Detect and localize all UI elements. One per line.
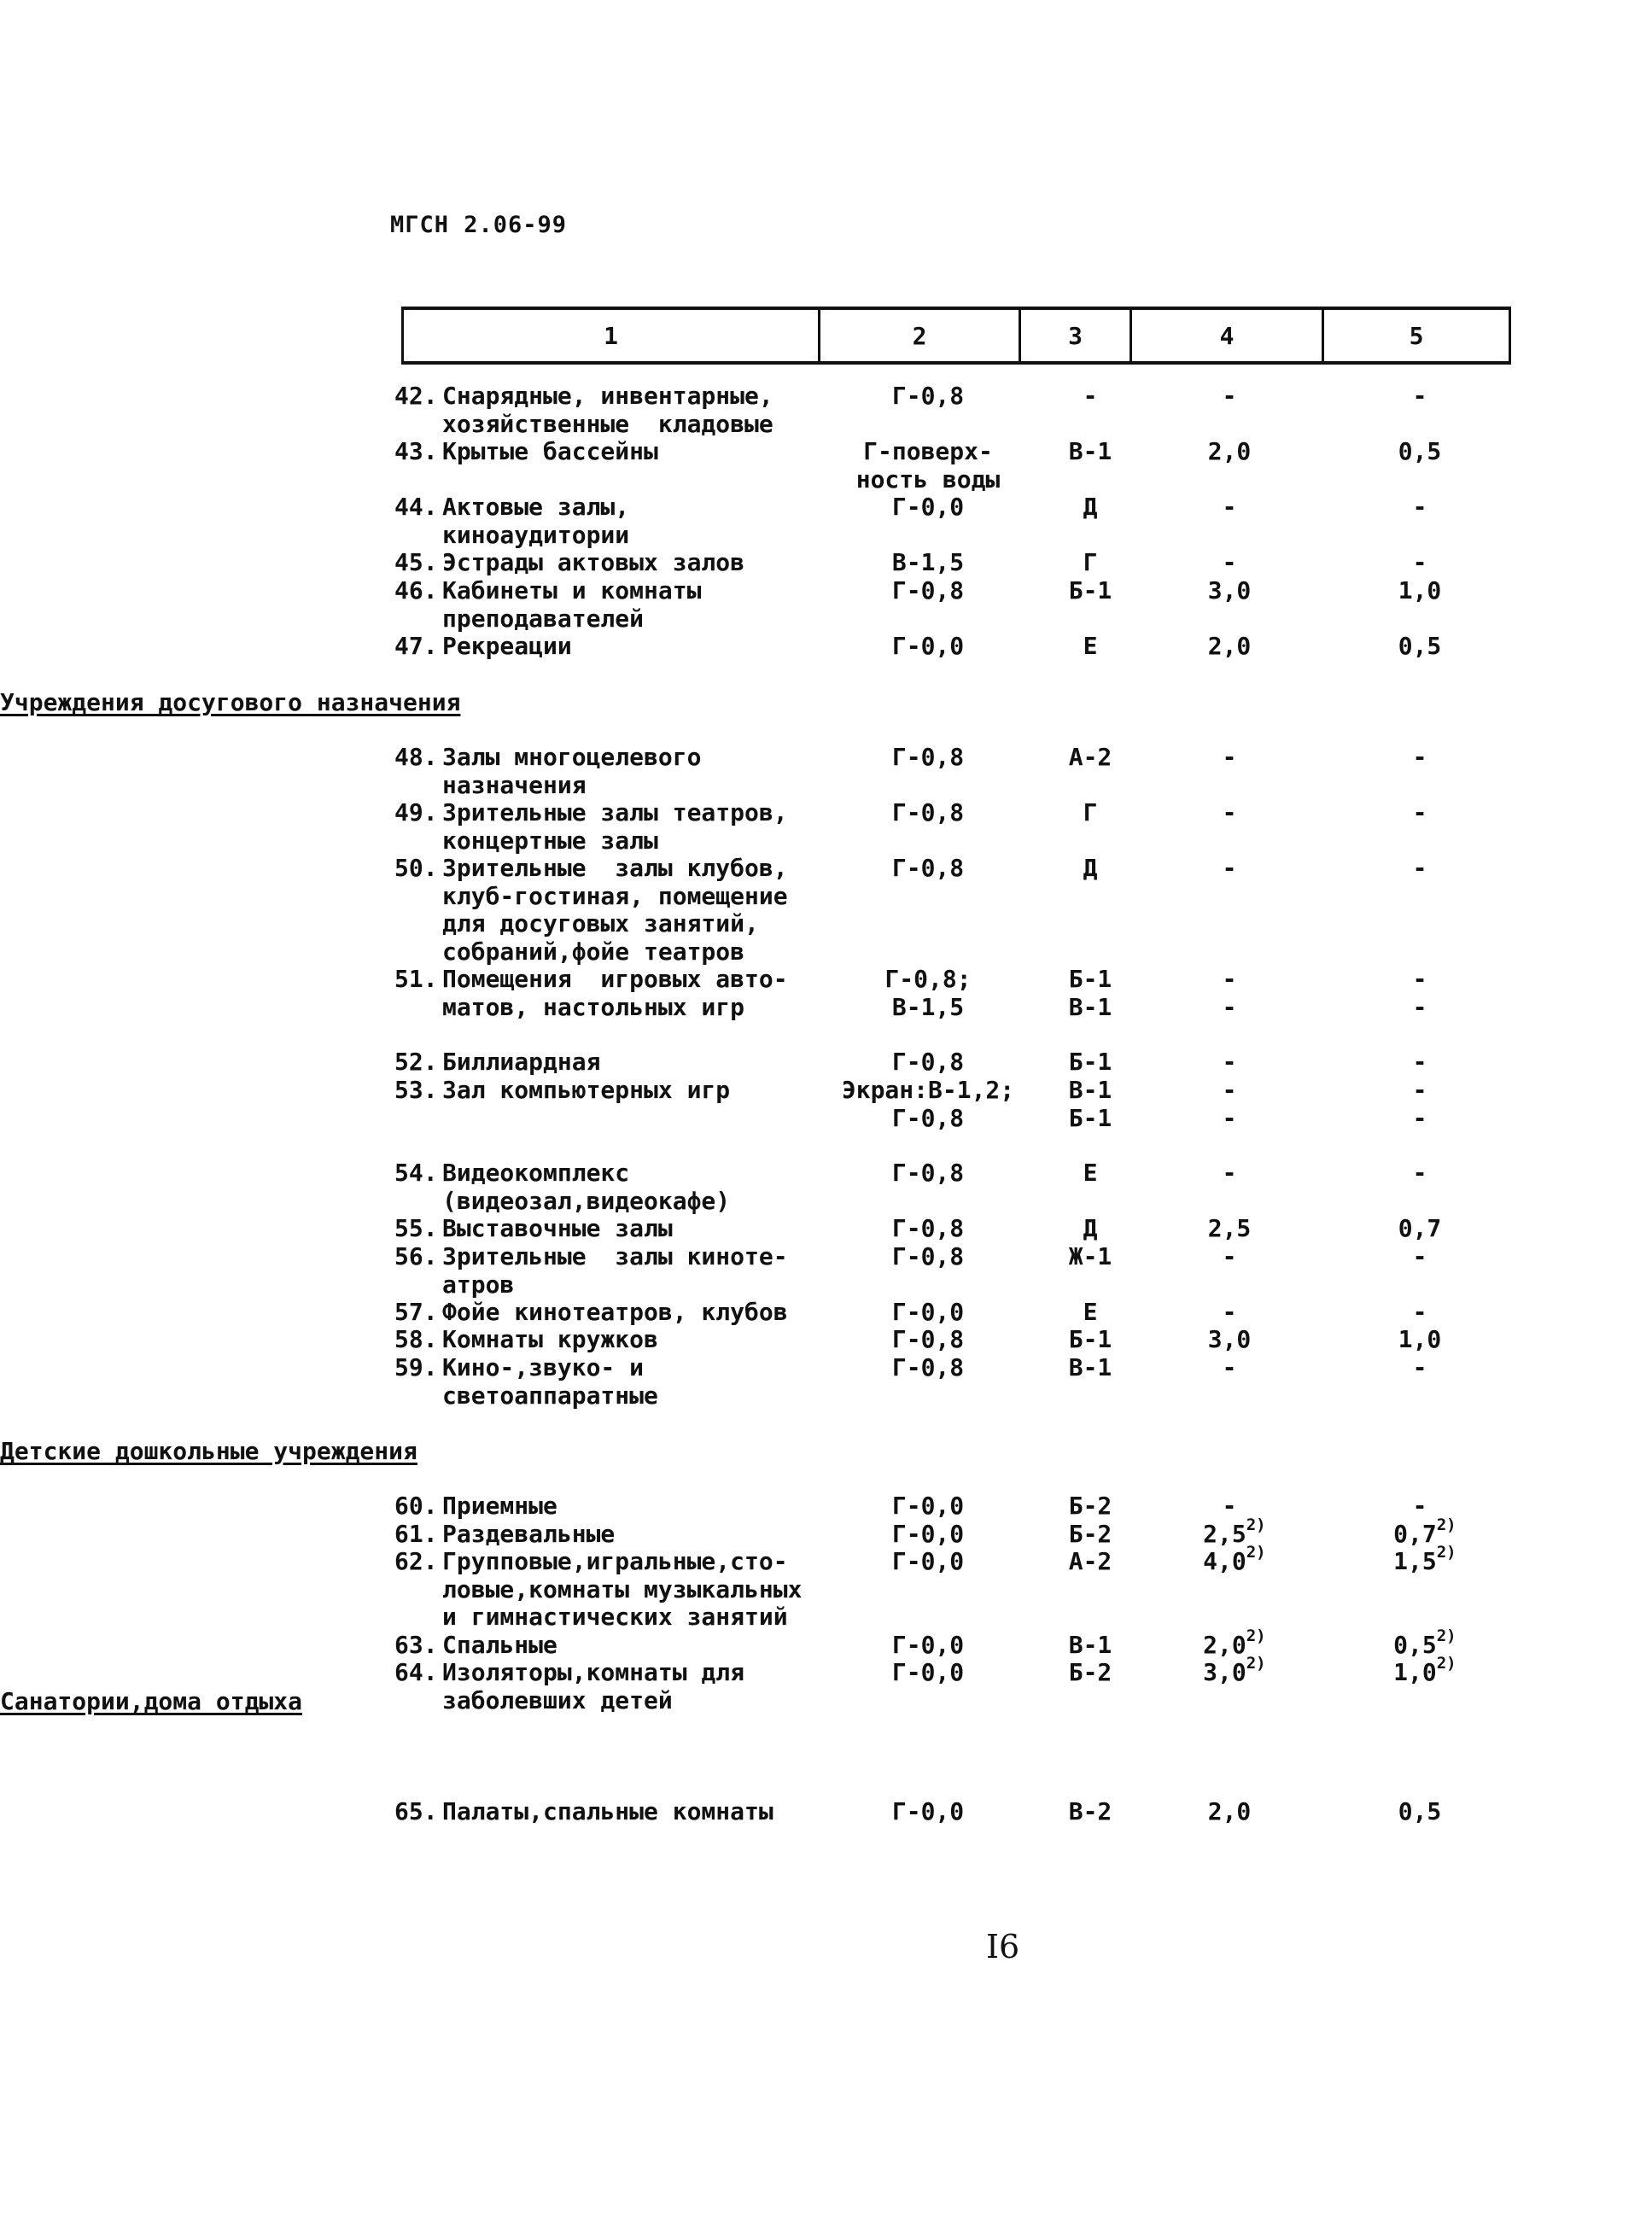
section-heading: Учреждения досугового назначения: [0, 688, 461, 716]
room-name-line: ловые,комнаты музыкальных: [442, 1574, 803, 1603]
cell-c2: Г-0,8: [891, 1048, 965, 1076]
cell-c3: А-2: [1068, 1547, 1112, 1575]
cell-c4: 2,0: [1207, 1797, 1252, 1825]
cell-c5: -: [1412, 798, 1427, 826]
room-name-line: Эстрады актовых залов: [442, 548, 745, 576]
row-number: 53.: [394, 1076, 438, 1104]
column-header-2: 2: [912, 321, 927, 350]
room-name-line: Приемные: [442, 1492, 557, 1520]
cell-c3: Б-1: [1068, 576, 1112, 604]
cell-c3: В-1: [1068, 992, 1112, 1021]
cell-c5: -: [1412, 1492, 1427, 1520]
document-code: МГСН 2.06-99: [390, 212, 568, 238]
cell-c4: -: [1222, 1048, 1237, 1076]
room-name-line: и гимнастических занятий: [442, 1603, 788, 1631]
cell-c4: -: [1222, 382, 1237, 410]
cell-c2: Г-0,8: [891, 1103, 965, 1132]
cell-c3: Б-1: [1068, 1325, 1112, 1353]
cell-c2: Г-0,8: [891, 743, 965, 771]
cell-c3: Г: [1083, 798, 1098, 826]
cell-c4: -: [1222, 548, 1237, 576]
footnote-mark: 2): [1246, 1654, 1266, 1673]
room-name-line: Рекреации: [442, 632, 572, 660]
cell-c5: -: [1412, 1242, 1427, 1270]
row-number: 44.: [394, 493, 438, 521]
room-name-line: клуб-гостиная, помещение: [442, 881, 788, 910]
row-number: 52.: [394, 1048, 438, 1076]
column-header-1: 1: [604, 321, 618, 350]
footnote-mark: 2): [1246, 1543, 1266, 1562]
row-number: 64.: [394, 1658, 438, 1686]
cell-c2: Г-поверх-: [863, 437, 993, 465]
room-name-line: светоаппаратные: [442, 1381, 658, 1410]
cell-c2: Г-0,0: [891, 1520, 965, 1548]
cell-c3: А-2: [1068, 743, 1112, 771]
room-name-line: Зрительные залы киноте-: [442, 1242, 788, 1270]
row-number: 60.: [394, 1492, 438, 1520]
room-name-line: Помещения игровых авто-: [442, 965, 788, 993]
cell-c5: 1,0: [1398, 1325, 1442, 1353]
room-name-line: Кино-,звуко- и: [442, 1353, 645, 1381]
room-name-line: концертные залы: [442, 826, 658, 855]
section-heading: Санатории,дома отдыха: [0, 1687, 303, 1715]
row-number: 45.: [394, 548, 438, 576]
cell-c5: 0,7$^{2)}$: [1393, 1516, 1456, 1548]
page-number: I6: [986, 1928, 1020, 1965]
room-name-line: Крытые бассейны: [442, 437, 658, 465]
cell-c3: Б-2: [1068, 1658, 1112, 1686]
row-number: 63.: [394, 1631, 438, 1659]
cell-c4: -: [1222, 1242, 1237, 1270]
room-name-line: Палаты,спальные комнаты: [442, 1797, 773, 1825]
cell-c2: Г-0,0: [891, 1631, 965, 1659]
cell-c5: 0,5: [1398, 437, 1442, 465]
cell-c2: Г-0,0: [891, 1547, 965, 1575]
room-name-line: хозяйственные кладовые: [442, 409, 773, 438]
cell-c3: Е: [1083, 1159, 1098, 1187]
cell-c5: -: [1412, 1103, 1427, 1132]
footnote-mark: 2): [1436, 1654, 1456, 1673]
cell-c2: Г-0,8: [891, 382, 965, 410]
cell-c4: -: [1222, 1353, 1237, 1381]
cell-c4: 3,0: [1207, 1325, 1252, 1353]
row-number: 56.: [394, 1242, 438, 1270]
cell-c5: -: [1412, 743, 1427, 771]
cell-c3: В-2: [1068, 1797, 1112, 1825]
cell-c2: Г-0,8;: [884, 965, 972, 993]
cell-c4: -: [1222, 743, 1237, 771]
cell-c3: Б-1: [1068, 1048, 1112, 1076]
cell-c2: Г-0,8: [891, 1325, 965, 1353]
row-number: 62.: [394, 1547, 438, 1575]
room-name-line: Выставочные залы: [442, 1214, 673, 1242]
cell-c2: В-1,5: [891, 548, 965, 576]
column-header-5: 5: [1409, 321, 1424, 350]
cell-c5: -: [1412, 854, 1427, 882]
row-number: 54.: [394, 1159, 438, 1187]
section-heading: Детские дошкольные учреждения: [0, 1437, 417, 1465]
footnote-mark: 2): [1436, 1516, 1456, 1534]
cell-c4: -: [1222, 854, 1237, 882]
row-number: 43.: [394, 437, 438, 465]
cell-c4: 2,0$^{2)}$: [1203, 1627, 1266, 1659]
cell-c2: Г-0,8: [891, 854, 965, 882]
cell-c5: -: [1412, 1048, 1427, 1076]
cell-c4: -: [1222, 493, 1237, 521]
room-name-line: Фойе кинотеатров, клубов: [442, 1298, 788, 1326]
cell-c2: Г-0,0: [891, 1298, 965, 1326]
cell-c3: -: [1083, 382, 1098, 410]
room-name-line: Спальные: [442, 1631, 557, 1659]
room-name-line: Залы многоцелевого: [442, 743, 702, 771]
cell-c3: В-1: [1068, 1353, 1112, 1381]
cell-c5: -: [1412, 965, 1427, 993]
room-name-line: для досуговых занятий,: [442, 909, 759, 937]
cell-c3: В-1: [1068, 1076, 1112, 1104]
cell-c5: -: [1412, 1298, 1427, 1326]
row-number: 65.: [394, 1797, 438, 1825]
cell-c4: 3,0$^{2)}$: [1203, 1654, 1266, 1686]
room-name-line: Кабинеты и комнаты: [442, 576, 702, 604]
cell-c5: -: [1412, 992, 1427, 1021]
cell-c2: Экран:В-1,2;: [841, 1076, 1015, 1104]
cell-c5: -: [1412, 1076, 1427, 1104]
cell-c2: В-1,5: [891, 992, 965, 1021]
room-name-line: назначения: [442, 770, 587, 799]
cell-c3: Г: [1083, 548, 1098, 576]
cell-c4: 2,5: [1207, 1214, 1252, 1242]
room-name-line: собраний,фойе театров: [442, 937, 745, 966]
cell-c5: -: [1412, 493, 1427, 521]
column-header-row: [401, 307, 1511, 365]
row-number: 48.: [394, 743, 438, 771]
cell-c2: Г-0,8: [891, 1214, 965, 1242]
room-name-line: Актовые залы,: [442, 493, 630, 521]
cell-c4: 2,0: [1207, 437, 1252, 465]
column-header-3: 3: [1068, 321, 1083, 350]
cell-c2: Г-0,0: [891, 632, 965, 660]
row-number: 50.: [394, 854, 438, 882]
room-name-line: (видеозал,видеокафе): [442, 1186, 731, 1215]
cell-c3: В-1: [1068, 1631, 1112, 1659]
cell-c3: Д: [1083, 854, 1098, 882]
cell-c4: -: [1222, 1492, 1237, 1520]
row-number: 55.: [394, 1214, 438, 1242]
cell-c4: -: [1222, 1298, 1237, 1326]
footnote-mark: 2): [1246, 1516, 1266, 1534]
cell-c4: -: [1222, 965, 1237, 993]
room-name-line: Зрительные залы клубов,: [442, 854, 788, 882]
room-name-line: заболевших детей: [442, 1685, 673, 1714]
row-number: 59.: [394, 1353, 438, 1381]
cell-c2: Г-0,8: [891, 576, 965, 604]
cell-c3: Е: [1083, 632, 1098, 660]
row-number: 57.: [394, 1298, 438, 1326]
cell-c4: -: [1222, 1159, 1237, 1187]
footnote-mark: 2): [1436, 1627, 1456, 1645]
cell-c2: Г-0,8: [891, 1159, 965, 1187]
cell-c3: Б-1: [1068, 965, 1112, 993]
row-number: 49.: [394, 798, 438, 826]
cell-c3: В-1: [1068, 437, 1112, 465]
column-header-4: 4: [1219, 321, 1235, 350]
cell-c5: 0,5: [1398, 632, 1442, 660]
cell-c3: Б-1: [1068, 1103, 1112, 1132]
footnote-mark: 2): [1436, 1543, 1456, 1562]
cell-c3: Д: [1083, 1214, 1098, 1242]
cell-c3: Б-2: [1068, 1492, 1112, 1520]
cell-c5: 0,5$^{2)}$: [1393, 1627, 1456, 1659]
room-name-line: матов, настольных игр: [442, 992, 745, 1021]
room-name-line: преподавателей: [442, 604, 645, 633]
room-name-line: Комнаты кружков: [442, 1325, 658, 1353]
cell-c4: 3,0: [1207, 576, 1252, 604]
cell-c4: -: [1222, 992, 1237, 1021]
room-name-line: атров: [442, 1270, 515, 1299]
room-name-line: киноаудитории: [442, 520, 630, 549]
cell-c2: Г-0,0: [891, 1658, 965, 1686]
room-name-line: Биллиардная: [442, 1048, 601, 1076]
cell-c4: 2,5$^{2)}$: [1203, 1516, 1266, 1548]
cell-c4: -: [1222, 1076, 1237, 1104]
room-name-line: Зал компьютерных игр: [442, 1076, 731, 1104]
cell-c2: Г-0,0: [891, 1797, 965, 1825]
row-number: 51.: [394, 965, 438, 993]
footnote-mark: 2): [1246, 1627, 1266, 1645]
cell-c2: Г-0,8: [891, 798, 965, 826]
cell-c3: Б-2: [1068, 1520, 1112, 1548]
room-name-line: Зрительные залы театров,: [442, 798, 788, 826]
cell-c3: Е: [1083, 1298, 1098, 1326]
cell-c5: -: [1412, 1159, 1427, 1187]
cell-c3: Ж-1: [1068, 1242, 1112, 1270]
cell-c4: 2,0: [1207, 632, 1252, 660]
cell-c2: Г-0,0: [891, 493, 965, 521]
cell-c5: 0,5: [1398, 1797, 1442, 1825]
room-name-line: Снарядные, инвентарные,: [442, 382, 773, 410]
row-number: 47.: [394, 632, 438, 660]
cell-c4: -: [1222, 798, 1237, 826]
room-name-line: Групповые,игральные,сто-: [442, 1547, 788, 1575]
room-name-line: Изоляторы,комнаты для: [442, 1658, 745, 1686]
cell-c4: 4,0$^{2)}$: [1203, 1543, 1266, 1575]
cell-c2: Г-0,8: [891, 1353, 965, 1381]
cell-c5: 1,5$^{2)}$: [1393, 1543, 1456, 1575]
room-name-line: Видеокомплекс: [442, 1159, 630, 1187]
cell-c5: -: [1412, 548, 1427, 576]
cell-c5: 1,0$^{2)}$: [1393, 1654, 1456, 1686]
room-name-line: Раздевальные: [442, 1520, 616, 1548]
row-number: 42.: [394, 382, 438, 410]
row-number: 58.: [394, 1325, 438, 1353]
cell-c5: 1,0: [1398, 576, 1442, 604]
row-number: 61.: [394, 1520, 438, 1548]
cell-c2: ность воды: [855, 464, 1001, 494]
cell-c2: Г-0,8: [891, 1242, 965, 1270]
cell-c5: -: [1412, 382, 1427, 410]
row-number: 46.: [394, 576, 438, 604]
cell-c4: -: [1222, 1103, 1237, 1132]
cell-c3: Д: [1083, 493, 1098, 521]
cell-c5: -: [1412, 1353, 1427, 1381]
cell-c2: Г-0,0: [891, 1492, 965, 1520]
cell-c5: 0,7: [1398, 1214, 1442, 1242]
